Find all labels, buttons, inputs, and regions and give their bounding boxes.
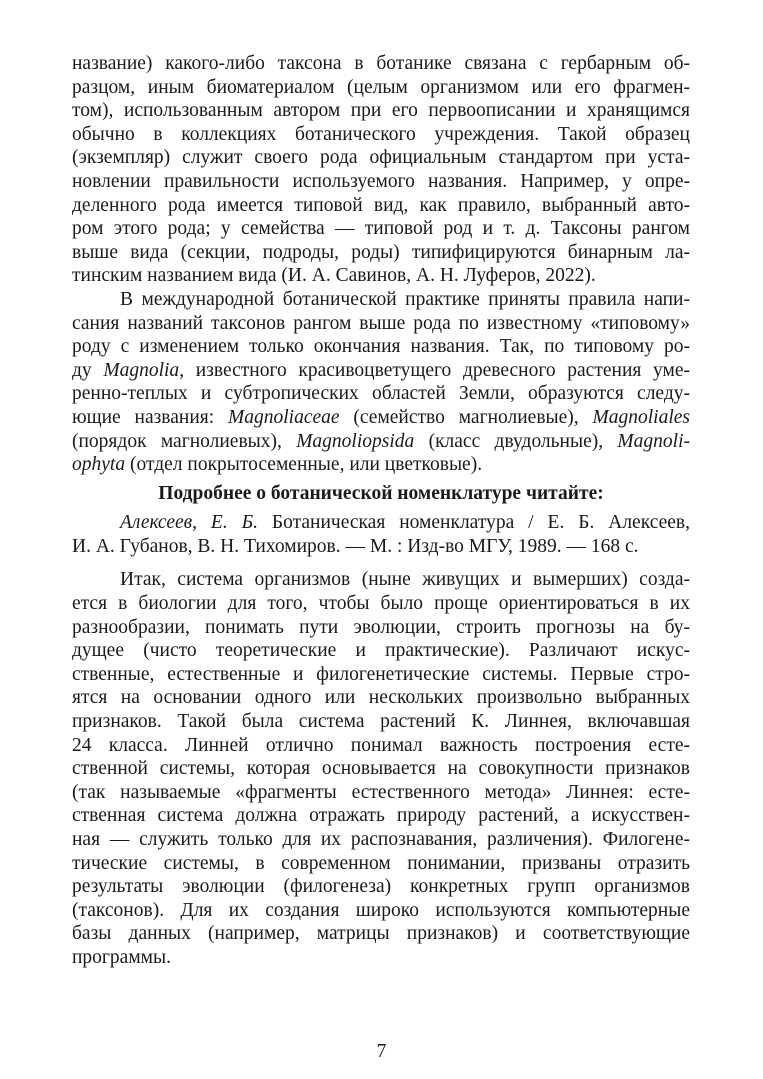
text-line: базы данных (например, матрицы признаков) и соответствующие bbox=[72, 923, 690, 945]
paragraph-3 bbox=[72, 568, 690, 969]
text-segment: ду bbox=[72, 359, 104, 381]
latin-taxon-name: ophyta bbox=[72, 454, 126, 476]
text-line: тинским названием вида (И. А. Савинов, А. Н. Луферов, 2022). bbox=[72, 265, 596, 287]
text-line: дущее (чисто теоретические и практические). Различают искус- bbox=[72, 640, 690, 662]
further-reading-heading: Подробнее о ботанической номенклатуре читайте: bbox=[158, 482, 604, 504]
reference-line bbox=[72, 511, 690, 535]
paragraph-2 bbox=[72, 288, 690, 477]
text-segment: (отдел покрытосеменные, или цветковые). bbox=[125, 454, 483, 476]
text-line bbox=[72, 406, 690, 430]
page-number: 7 bbox=[376, 1041, 387, 1062]
text-line: ется в биологии для того, чтобы было проще ориентироваться в их bbox=[72, 593, 690, 615]
text-line: выше вида (секции, подроды, роды) типифицируются бинарным ла- bbox=[72, 241, 690, 263]
text-line: признаков. Такой была система растений К. Линнея, включавшая bbox=[72, 711, 690, 733]
text-segment: ющие названия: bbox=[72, 406, 229, 428]
text-line: деленного рода имеется типовой вид, как правило, выбранный авто- bbox=[72, 194, 690, 216]
text-line: ственная система должна отражать природу растений, а искусствен- bbox=[72, 805, 690, 827]
text-line: тические системы, в современном понимании, призваны отразить bbox=[72, 852, 690, 874]
latin-taxon-name: Magnoliaceae bbox=[228, 406, 340, 428]
latin-taxon-name: Magnoli- bbox=[617, 430, 690, 452]
text-line: (экземпляр) служит своего рода официальным стандартом при уста- bbox=[72, 147, 690, 169]
text-segment: , известного красивоцветущего древесного растения уме- bbox=[179, 359, 690, 381]
text-line: ственной системы, которая основывается на совокупности признаков bbox=[72, 758, 690, 780]
text-line: В международной ботанической практике приняты правила напи- bbox=[120, 288, 690, 310]
paragraph-1 bbox=[72, 52, 690, 288]
text-line: разнообразии, понимать пути эволюции, строить прогнозы на бу- bbox=[72, 616, 690, 638]
block-gap bbox=[72, 558, 690, 568]
text-line bbox=[72, 430, 690, 454]
text-line: ром этого рода; у семейства — типовой род и т. д. Таксоны рангом bbox=[72, 218, 690, 240]
latin-taxon-name: Magnoliopsida bbox=[296, 430, 415, 452]
page-body bbox=[72, 52, 690, 970]
reference-author: Алексеев, Е. Б. bbox=[120, 512, 258, 534]
latin-taxon-name: Magnolia bbox=[103, 359, 180, 381]
text-line: ренно-теплых и субтропических областей Земли, образуются следу- bbox=[72, 383, 690, 405]
text-line: ная — служить только для их распознавания, различения). Филогене- bbox=[72, 829, 690, 850]
text-line: роду с изменением только окончания названия. Так, по типовому ро- bbox=[72, 336, 690, 358]
text-line: название) какого-либо таксона в ботанике связана с гербарным об- bbox=[72, 53, 690, 74]
text-line: том), использованным автором при его первоописании и хранящимся bbox=[72, 100, 690, 122]
text-line: (таксонов). Для их создания широко используются компьютерные bbox=[72, 899, 690, 921]
text-line: ственные, естественные и филогенетические системы. Первые стро- bbox=[72, 663, 690, 685]
text-line: 24 класса. Линней отлично понимал важность построения есте- bbox=[72, 734, 690, 756]
text-line: ятся на основании одного или нескольких произвольно выбранных bbox=[72, 687, 690, 709]
text-line: разцом, иным биоматериалом (целым организмом или его фрагмен- bbox=[72, 76, 690, 98]
text-line: результаты эволюции (филогенеза) конкретных групп организмов bbox=[72, 876, 690, 898]
reference-title: Ботаническая номенклатура / Е. Б. Алексеев, bbox=[258, 512, 690, 534]
text-line: обычно в коллекциях ботанического учреждения. Такой образец bbox=[72, 123, 690, 145]
text-line: Итак, система организмов (ныне живущих и вымерших) созда- bbox=[120, 569, 690, 591]
text-line: программы. bbox=[72, 946, 171, 968]
text-line: (так называемые «фрагменты естественного метода» Линнея: есте- bbox=[72, 781, 690, 803]
text-line: сания названий таксонов рангом выше рода по известному «типовому» bbox=[72, 312, 690, 334]
text-line bbox=[72, 453, 690, 477]
further-reading-block bbox=[72, 482, 690, 559]
text-segment: (класс двудольные), bbox=[414, 430, 618, 452]
text-segment: (порядок магнолиевых), bbox=[72, 430, 297, 452]
text-segment: (семейство магнолиевые), bbox=[339, 406, 593, 428]
reference-line: И. А. Губанов, В. Н. Тихомиров. — М. : Изд-во МГУ, 1989. — 168 с. bbox=[72, 535, 639, 557]
latin-taxon-name: Magnoliales bbox=[592, 406, 690, 428]
text-line bbox=[72, 359, 690, 383]
text-line: новлении правильности используемого названия. Например, у опре- bbox=[72, 170, 690, 192]
